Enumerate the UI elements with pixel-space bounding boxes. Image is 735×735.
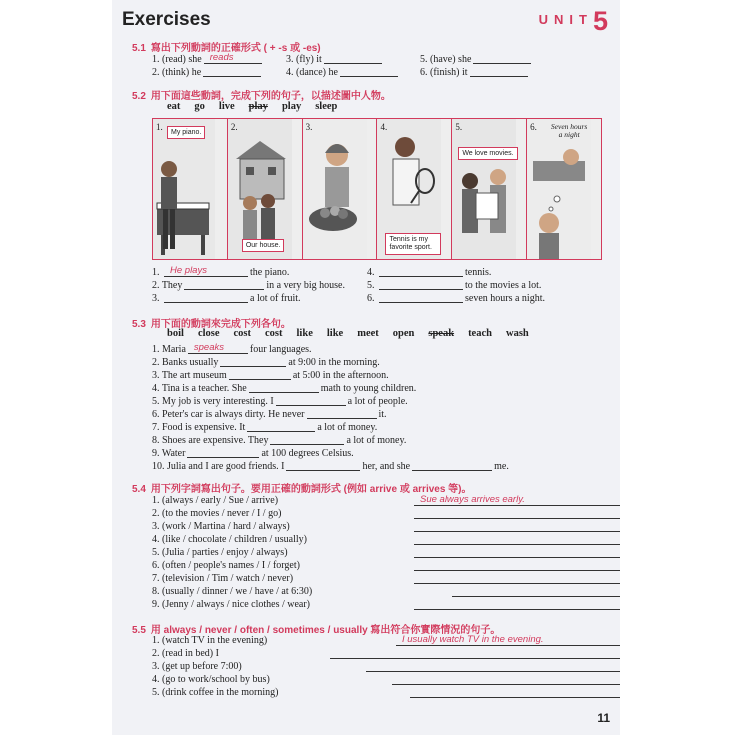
picture-panel-5: 5. We love movies.	[452, 119, 527, 259]
word-prompt: (work / Martina / hard / always)	[162, 521, 290, 532]
answer-line	[412, 573, 620, 585]
answer-blank[interactable]	[366, 661, 620, 672]
sentence-end: a lot of money.	[346, 435, 407, 446]
sentence-end: her, and she	[362, 461, 411, 472]
answer-blank[interactable]	[307, 408, 377, 419]
sentence-end: at 9:00 in the morning.	[288, 357, 380, 368]
exercise-item	[152, 266, 289, 278]
sentence-end: the piano.	[250, 267, 290, 278]
picture-panel-4: 4. Tennis is my favorite sport.	[377, 119, 452, 259]
exercise-item	[152, 508, 281, 519]
unit-word: UNIT	[538, 12, 593, 27]
bank-word: boil	[167, 328, 184, 339]
exercise-item	[152, 279, 345, 291]
bank-word: teach	[468, 328, 492, 339]
exercise-item	[152, 573, 293, 584]
answer-blank[interactable]	[203, 66, 261, 77]
answer-blank[interactable]	[164, 266, 248, 277]
bank-word: eat	[167, 101, 181, 112]
verb-prompt: (read)	[162, 54, 186, 65]
answer-blank[interactable]	[412, 460, 492, 471]
answer-blank[interactable]	[164, 292, 248, 303]
sentence-end: it.	[378, 409, 387, 420]
picture-panel-3: 3.	[303, 119, 378, 259]
answer-blank[interactable]	[414, 599, 620, 610]
item-number: 2.	[152, 648, 160, 659]
sentence-end: a lot of fruit.	[250, 293, 301, 304]
exercise-item	[152, 434, 406, 446]
answer-line	[450, 586, 620, 598]
picture-panel-6: 6. Seven hours a night	[527, 119, 601, 259]
answer-blank[interactable]	[324, 53, 382, 64]
section-5-3-heading: 5.3 用下面的動詞來完成下列各句。	[132, 319, 291, 330]
bank-word: play	[281, 101, 302, 112]
house-couple-illustration	[228, 119, 292, 259]
exercise-item	[152, 495, 278, 506]
answer-blank[interactable]	[249, 382, 319, 393]
word-prompt: (usually / dinner / we / have / at 6:30)	[162, 586, 313, 597]
page-number: 11	[597, 711, 610, 725]
bank-word: cost	[265, 328, 283, 339]
bank-word: speak	[428, 328, 455, 339]
word-prompt: (often / people's names / I / forget)	[162, 560, 300, 571]
item-number: 4.	[152, 534, 160, 545]
bank-word: close	[197, 328, 220, 339]
item-number: 6.	[152, 560, 160, 571]
verb-prompt: (think)	[162, 67, 190, 78]
word-prompt: (watch TV in the evening)	[162, 635, 268, 646]
sentence-start: My job is very interesting. I	[162, 396, 274, 407]
item-number: 1.	[152, 635, 160, 646]
item-number: 3.	[152, 661, 160, 672]
item-number: 8.	[152, 586, 160, 597]
bank-word: like	[326, 328, 344, 339]
item-number: 6.	[152, 409, 160, 420]
unit-label	[539, 6, 608, 37]
item-number: 5.	[152, 687, 160, 698]
answer-blank[interactable]	[414, 495, 620, 506]
sentence-end: to the movies a lot.	[465, 280, 542, 291]
sentence-start: Food is expensive. It	[162, 422, 246, 433]
answer-blank[interactable]	[184, 279, 264, 290]
verb-bank-5-3	[167, 328, 543, 339]
item-number: 9.	[152, 599, 160, 610]
sentence-end: seven hours a night.	[465, 293, 545, 304]
exercise-item	[152, 547, 288, 558]
answer-blank[interactable]	[379, 266, 463, 277]
section-5-4-heading: 5.4 用下列字詞寫出句子。要用正確的動詞形式 (例如 arrive 或 arrives 等)。	[132, 484, 472, 495]
item-number: 4.	[152, 674, 160, 685]
sentence-end: in a very big house.	[266, 280, 345, 291]
exercise-item	[152, 534, 307, 545]
answer-text: Sue always arrives early.	[420, 494, 525, 505]
bank-word: sleep	[315, 101, 338, 112]
verb-bank-5-2	[167, 101, 351, 112]
exercise-item	[152, 674, 270, 685]
answer-line	[394, 635, 620, 647]
item-number: 2.	[152, 67, 160, 78]
item-number: 6.	[367, 293, 375, 304]
bank-word: meet	[357, 328, 379, 339]
exercise-item	[367, 266, 491, 278]
bank-word: go	[194, 101, 205, 112]
sentence-start: The art museum	[161, 370, 227, 381]
sentence-start: Water	[161, 448, 186, 459]
item-number: 5.	[152, 547, 160, 558]
sentence-end: at 5:00 in the afternoon.	[292, 370, 389, 381]
item-number: 10.	[152, 461, 165, 472]
answer-blank[interactable]	[470, 66, 528, 77]
answer-blank[interactable]	[188, 343, 248, 354]
speech-bubble-2: Our house.	[242, 239, 285, 252]
answer-line	[412, 547, 620, 559]
word-prompt: (Jenny / always / nice clothes / wear)	[162, 599, 311, 610]
exercise-item	[152, 408, 387, 420]
subject: it	[461, 67, 468, 78]
exercise-item	[152, 356, 380, 368]
answer-text: speaks	[193, 342, 224, 353]
subject: she	[458, 54, 472, 65]
item-number: 2.	[152, 508, 160, 519]
answer-blank[interactable]	[473, 53, 531, 64]
item-number: 5.	[420, 54, 428, 65]
item-number: 9.	[152, 448, 160, 459]
sentence-start: Peter's car is always dirty. He never	[162, 409, 305, 420]
item-number: 3.	[152, 293, 160, 304]
answer-line	[412, 560, 620, 572]
item-number: 3.	[152, 370, 160, 381]
exercise-item	[152, 447, 354, 459]
exercise-item	[420, 53, 533, 65]
answer-line	[412, 508, 620, 520]
speech-bubble-5: We love movies.	[458, 147, 517, 160]
answer-blank[interactable]	[204, 53, 262, 64]
speech-bubble-4: Tennis is my favorite sport.	[385, 233, 441, 255]
answer-blank[interactable]	[330, 648, 620, 659]
answer-blank[interactable]	[396, 635, 620, 646]
subject: she	[188, 54, 202, 65]
item-number: 3.	[286, 54, 294, 65]
sleeper-illustration	[527, 119, 591, 259]
answer-blank[interactable]	[270, 434, 344, 445]
sentence-start: Tina is a teacher. She	[161, 383, 247, 394]
answer-blank[interactable]	[414, 521, 620, 532]
answer-blank[interactable]	[392, 674, 620, 685]
picture-panel-1: 1. My piano.	[153, 119, 228, 259]
item-number: 8.	[152, 435, 160, 446]
answer-blank[interactable]	[247, 421, 315, 432]
sentence-start: Julia and I are good friends. I	[167, 461, 285, 472]
exercise-item	[367, 279, 541, 291]
exercise-item	[367, 292, 545, 304]
word-prompt: (always / early / Sue / arrive)	[162, 495, 279, 506]
sentence-end: tennis.	[465, 267, 492, 278]
exercise-item	[152, 53, 264, 65]
item-number: 5.	[367, 280, 375, 291]
word-prompt: (read in bed) I	[162, 648, 219, 659]
answer-text: reads	[209, 52, 234, 63]
pianist-illustration	[153, 119, 215, 259]
word-prompt: (get up before 7:00)	[162, 661, 242, 672]
answer-blank[interactable]	[229, 369, 291, 380]
answer-blank[interactable]	[410, 687, 620, 698]
word-prompt: (Julia / parties / enjoy / always)	[162, 547, 288, 558]
exercise-item	[152, 292, 301, 304]
exercise-item	[152, 521, 290, 532]
answer-blank[interactable]	[414, 573, 620, 584]
exercise-item	[420, 66, 530, 78]
exercise-item	[286, 53, 384, 65]
picture-panel-2: 2. Our house.	[228, 119, 303, 259]
subject: he	[191, 67, 202, 78]
sentence-end: a lot of people.	[347, 396, 408, 407]
workbook-page	[112, 0, 620, 735]
item-number: 2.	[152, 357, 160, 368]
word-prompt: (television / Tim / watch / never)	[162, 573, 294, 584]
answer-line	[328, 648, 620, 660]
answer-line	[412, 495, 620, 507]
section-5-5-heading: 5.5 用 always / never / often / sometimes / usually 寫出符合你實際情況的句子。	[132, 625, 501, 636]
item-number: 6.	[420, 67, 428, 78]
sentence-end: math to young children.	[320, 383, 417, 394]
section-5-2-heading: 5.2 用下面這些動詞，完成下列的句子，以描述圖中人物。	[132, 91, 391, 102]
answer-blank[interactable]	[414, 547, 620, 558]
answer-blank[interactable]	[452, 586, 620, 597]
answer-blank[interactable]	[340, 66, 398, 77]
sentence-end: four languages.	[249, 344, 312, 355]
exercise-item	[152, 421, 377, 433]
caption-6: Seven hours a night	[550, 122, 588, 139]
answer-text: He plays	[170, 265, 207, 276]
page-title: Exercises	[122, 9, 211, 30]
verb-prompt: (dance)	[296, 67, 326, 78]
verb-prompt: (have)	[430, 54, 456, 65]
exercise-item	[152, 687, 278, 698]
answer-blank[interactable]	[414, 508, 620, 519]
exercise-item	[152, 648, 219, 659]
fruit-eater-illustration	[303, 119, 367, 259]
sentence-end: at 100 degrees Celsius.	[261, 448, 354, 459]
answer-line	[408, 687, 620, 699]
answer-line	[412, 534, 620, 546]
sentence-start: They	[161, 280, 183, 291]
bank-word: play	[248, 101, 268, 112]
movie-couple-illustration	[452, 119, 516, 259]
exercise-item	[152, 343, 312, 355]
item-number: 5.	[152, 396, 160, 407]
item-number: 1.	[152, 54, 160, 65]
sentence-start: Shoes are expensive. They	[162, 435, 269, 446]
exercise-item	[152, 395, 408, 407]
picture-strip	[152, 118, 602, 260]
answer-blank[interactable]	[379, 292, 463, 303]
section-5-1-heading: 5.1 寫出下列動詞的正確形式 ( + -s 或 -es)	[132, 43, 321, 54]
item-number: 1.	[152, 495, 160, 506]
answer-line	[364, 661, 620, 673]
unit-number: 5	[592, 6, 608, 36]
answer-blank[interactable]	[276, 395, 346, 406]
exercise-item	[152, 382, 416, 394]
exercise-item	[152, 560, 300, 571]
item-number: 7.	[152, 422, 160, 433]
answer-blank[interactable]	[414, 560, 620, 571]
item-number: 4.	[367, 267, 375, 278]
item-number: 3.	[152, 521, 160, 532]
item-number: 1.	[152, 344, 160, 355]
answer-line	[412, 599, 620, 611]
bank-word: cost	[233, 328, 252, 339]
subject: it	[316, 54, 322, 65]
exercise-item	[152, 460, 509, 472]
sentence-start: Maria	[162, 344, 186, 355]
exercise-item	[152, 66, 263, 78]
answer-text: I usually watch TV in the evening.	[402, 634, 544, 645]
sentence-start: Banks usually	[162, 357, 219, 368]
bank-word: like	[296, 328, 313, 339]
sentence-end: me.	[494, 461, 509, 472]
item-number: 7.	[152, 573, 160, 584]
exercise-item	[152, 661, 242, 672]
bank-word: wash	[505, 328, 529, 339]
word-prompt: (drink coffee in the morning)	[162, 687, 279, 698]
sentence-end: a lot of money.	[317, 422, 378, 433]
answer-blank[interactable]	[379, 279, 463, 290]
item-number: 2.	[152, 280, 160, 291]
item-number: 4.	[286, 67, 294, 78]
speech-bubble-1: My piano.	[167, 126, 205, 139]
word-prompt: (to the movies / never / I / go)	[162, 508, 282, 519]
answer-blank[interactable]	[187, 447, 259, 458]
exercise-item	[152, 586, 312, 597]
answer-line	[412, 521, 620, 533]
answer-blank[interactable]	[286, 460, 360, 471]
bank-word: open	[392, 328, 415, 339]
exercise-item	[152, 599, 310, 610]
word-prompt: (like / chocolate / children / usually)	[162, 534, 307, 545]
exercise-item	[286, 66, 400, 78]
item-number: 4.	[152, 383, 160, 394]
word-prompt: (go to work/school by bus)	[162, 674, 270, 685]
verb-prompt: (finish)	[430, 67, 460, 78]
answer-blank[interactable]	[414, 534, 620, 545]
item-number: 1.	[152, 267, 160, 278]
answer-line	[390, 674, 620, 686]
exercise-item	[152, 369, 389, 381]
bank-word: live	[218, 101, 235, 112]
verb-prompt: (fly)	[296, 54, 314, 65]
exercise-item	[152, 635, 267, 646]
subject: he	[328, 67, 338, 78]
answer-blank[interactable]	[220, 356, 286, 367]
